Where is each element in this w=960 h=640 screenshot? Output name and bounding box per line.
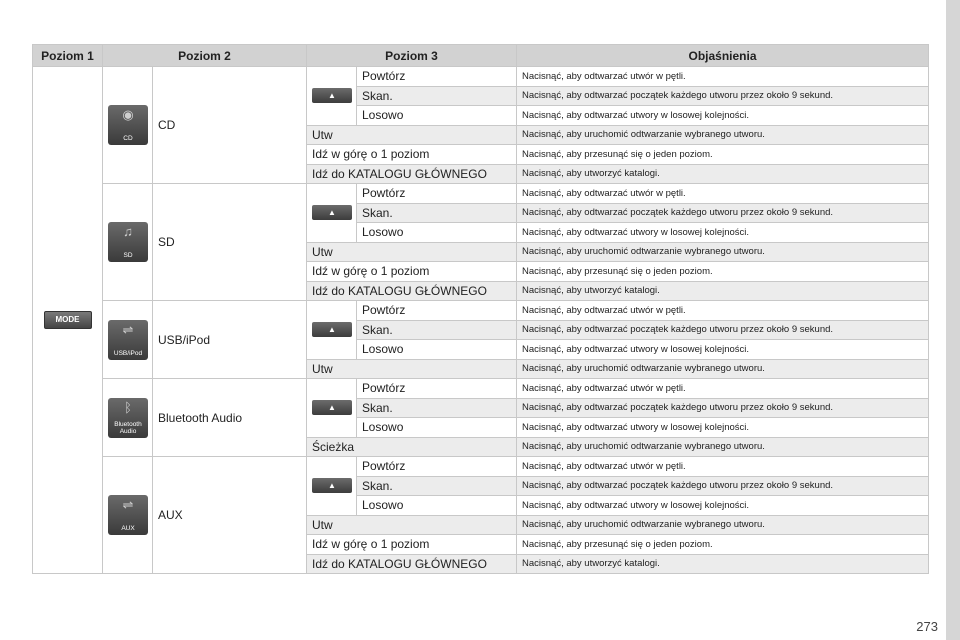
explanation: Nacisnąć, aby uruchomić odtwarzanie wybranego utworu. xyxy=(517,515,929,535)
explanation: Nacisnąć, aby odtwarzać utwory w losowej kolejności. xyxy=(517,340,929,360)
level3-item: Idź w górę o 1 poziom xyxy=(307,262,517,282)
table-row xyxy=(33,457,929,477)
level3-item: Idź do KATALOGU GŁÓWNEGO xyxy=(307,164,517,184)
explanation: Nacisnąć, aby odtwarzać utwory w losowej kolejności. xyxy=(517,223,929,243)
table-row xyxy=(33,67,929,87)
source-icon-label: SD xyxy=(123,252,133,259)
table-row xyxy=(33,301,929,321)
level2-icon-cell xyxy=(103,301,153,379)
page-side-strip xyxy=(946,0,960,640)
up-arrow-button[interactable]: ▲ xyxy=(312,88,352,103)
level3-option: Losowo xyxy=(357,418,517,438)
level2-icon-cell xyxy=(103,457,153,574)
level3-item: Utw xyxy=(307,125,517,145)
explanation: Nacisnąć, aby odtwarzać utwór w pętli. xyxy=(517,184,929,204)
level3-item: Idź w górę o 1 poziom xyxy=(307,145,517,165)
level3-arrow-cell xyxy=(307,379,357,438)
explanation: Nacisnąć, aby odtwarzać utwór w pętli. xyxy=(517,379,929,399)
explanation: Nacisnąć, aby odtwarzać początek każdego utworu przez około 9 sekund. xyxy=(517,86,929,106)
level3-arrow-cell xyxy=(307,457,357,516)
explanation: Nacisnąć, aby uruchomić odtwarzanie wybranego utworu. xyxy=(517,359,929,379)
explanation: Nacisnąć, aby przesunąć się o jeden poziom. xyxy=(517,262,929,282)
source-icon-label: USB/iPod xyxy=(113,349,143,357)
explanation: Nacisnąć, aby odtwarzać utwór w pętli. xyxy=(517,301,929,321)
level3-option: Losowo xyxy=(357,496,517,516)
menu-table xyxy=(32,44,929,574)
level3-item: Idź do KATALOGU GŁÓWNEGO xyxy=(307,554,517,574)
level3-item: Idź do KATALOGU GŁÓWNEGO xyxy=(307,281,517,301)
source-2-icon[interactable] xyxy=(108,320,148,360)
level2-label: AUX xyxy=(153,457,307,574)
level2-icon-cell xyxy=(103,67,153,184)
level3-option: Skan. xyxy=(357,320,517,340)
header-level-1: Poziom 1 xyxy=(33,45,103,67)
level3-option: Powtórz xyxy=(357,379,517,399)
table-body xyxy=(33,67,929,574)
source-1-icon[interactable] xyxy=(108,222,148,262)
level1-cell xyxy=(33,67,103,574)
source-3-icon[interactable] xyxy=(108,398,148,438)
level3-option: Powtórz xyxy=(357,457,517,477)
explanation: Nacisnąć, aby uruchomić odtwarzanie wybranego utworu. xyxy=(517,242,929,262)
level3-option: Skan. xyxy=(357,203,517,223)
source-glyph-icon: ⇌ xyxy=(122,321,134,337)
level3-item: Idź w górę o 1 poziom xyxy=(307,535,517,555)
header-level-2: Poziom 2 xyxy=(103,45,307,67)
explanation: Nacisnąć, aby odtwarzać utwory w losowej kolejności. xyxy=(517,106,929,126)
explanation: Nacisnąć, aby uruchomić odtwarzanie wybranego utworu. xyxy=(517,125,929,145)
level3-option: Losowo xyxy=(357,106,517,126)
source-glyph-icon: ◉ xyxy=(122,107,134,122)
explanation: Nacisnąć, aby uruchomić odtwarzanie wybranego utworu. xyxy=(517,437,929,457)
source-icon-label: AUX xyxy=(121,525,135,532)
source-glyph-icon: ᛒ xyxy=(124,399,132,415)
level2-icon-cell xyxy=(103,184,153,301)
level3-item: Utw xyxy=(307,515,517,535)
level3-arrow-cell xyxy=(307,67,357,126)
explanation: Nacisnąć, aby przesunąć się o jeden poziom. xyxy=(517,535,929,555)
explanation: Nacisnąć, aby odtwarzać początek każdego utworu przez około 9 sekund. xyxy=(517,320,929,340)
table-row xyxy=(33,184,929,204)
explanation: Nacisnąć, aby odtwarzać początek każdego utworu przez około 9 sekund. xyxy=(517,476,929,496)
explanation: Nacisnąć, aby utworzyć katalogi. xyxy=(517,164,929,184)
level2-label: USB/iPod xyxy=(153,301,307,379)
explanation: Nacisnąć, aby odtwarzać utwory w losowej kolejności. xyxy=(517,418,929,438)
header-explanations: Objaśnienia xyxy=(517,45,929,67)
source-0-icon[interactable] xyxy=(108,105,148,145)
level3-option: Powtórz xyxy=(357,184,517,204)
explanation: Nacisnąć, aby odtwarzać początek każdego utworu przez około 9 sekund. xyxy=(517,203,929,223)
level3-option: Skan. xyxy=(357,398,517,418)
explanation: Nacisnąć, aby przesunąć się o jeden poziom. xyxy=(517,145,929,165)
table-header-row xyxy=(33,45,929,67)
level3-item: Ścieżka xyxy=(307,437,517,457)
level3-option: Losowo xyxy=(357,223,517,243)
up-arrow-button[interactable]: ▲ xyxy=(312,478,352,493)
source-icon-label: CD xyxy=(123,135,133,142)
explanation: Nacisnąć, aby odtwarzać początek każdego utworu przez około 9 sekund. xyxy=(517,398,929,418)
explanation: Nacisnąć, aby odtwarzać utwór w pętli. xyxy=(517,67,929,87)
mode-button[interactable]: MODE xyxy=(44,311,92,329)
explanation: Nacisnąć, aby utworzyć katalogi. xyxy=(517,554,929,574)
level3-item: Utw xyxy=(307,359,517,379)
level3-item: Utw xyxy=(307,242,517,262)
up-arrow-button[interactable]: ▲ xyxy=(312,205,352,220)
up-arrow-button[interactable]: ▲ xyxy=(312,400,352,415)
level3-arrow-cell xyxy=(307,301,357,360)
explanation: Nacisnąć, aby utworzyć katalogi. xyxy=(517,281,929,301)
level2-label: CD xyxy=(153,67,307,184)
source-4-icon[interactable] xyxy=(108,495,148,535)
level2-icon-cell xyxy=(103,379,153,457)
level2-label: Bluetooth Audio xyxy=(153,379,307,457)
level2-label: SD xyxy=(153,184,307,301)
table-row xyxy=(33,379,929,399)
page-number: 273 xyxy=(916,619,938,634)
source-icon-label: Bluetooth Audio xyxy=(114,420,142,435)
explanation: Nacisnąć, aby odtwarzać utwór w pętli. xyxy=(517,457,929,477)
explanation: Nacisnąć, aby odtwarzać utwory w losowej kolejności. xyxy=(517,496,929,516)
level3-option: Powtórz xyxy=(357,301,517,321)
level3-option: Skan. xyxy=(357,476,517,496)
level3-option: Powtórz xyxy=(357,67,517,87)
source-glyph-icon: ♫ xyxy=(123,224,133,239)
source-glyph-icon: ⇌ xyxy=(122,497,134,512)
level3-option: Losowo xyxy=(357,340,517,360)
level3-option: Skan. xyxy=(357,86,517,106)
up-arrow-button[interactable]: ▲ xyxy=(312,322,352,337)
level3-arrow-cell xyxy=(307,184,357,243)
header-level-3: Poziom 3 xyxy=(307,45,517,67)
